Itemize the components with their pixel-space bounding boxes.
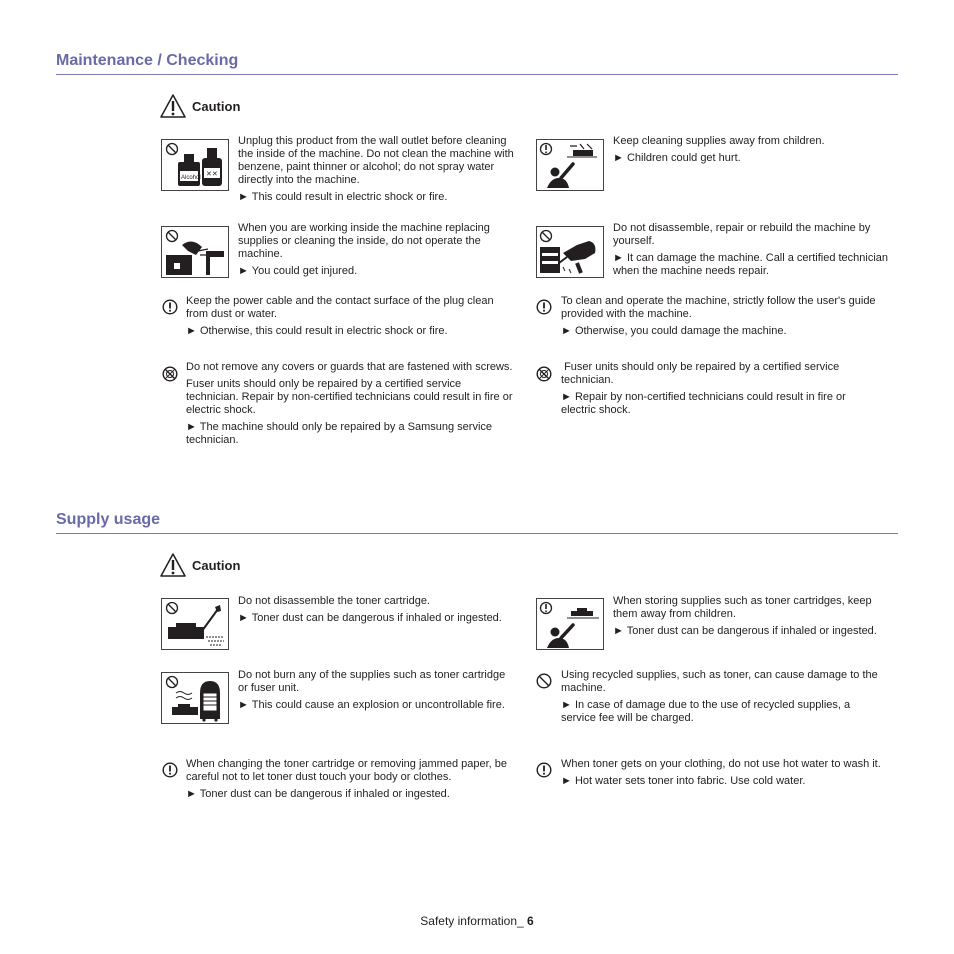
- keep-away-children-icon: [536, 139, 604, 191]
- item-result: ► Toner dust can be dangerous if inhaled or ingested.: [613, 625, 877, 637]
- section-divider: [56, 74, 898, 75]
- item-text: When you are working inside the machine replacing supplies or cleaning the inside, do not operate the machine.: [238, 222, 490, 260]
- svg-text:✕✕: ✕✕: [206, 171, 218, 178]
- item-text: Fuser units should only be repaired by a certified service technician.: [561, 361, 843, 386]
- warning-triangle-icon: [160, 94, 186, 118]
- item-result: ► Repair by non-certified technicians could result in fire or electric shock.: [561, 391, 846, 416]
- prohibited-icon: [536, 366, 552, 382]
- maintenance-item-6: [561, 295, 881, 342]
- supply-item-2: [613, 595, 893, 642]
- item-result: ► Children could get hurt.: [613, 152, 741, 164]
- maintenance-item-1: [238, 135, 514, 208]
- section-divider: [56, 533, 898, 534]
- item-text-extra: Fuser units should only be repaired by a certified service technician. Repair by non-certified technicians could result in fire or electric shock.: [186, 378, 513, 416]
- page-footer: [0, 914, 954, 928]
- item-result: ► In case of damage due to the use of recycled supplies, a service fee will be charged.: [561, 699, 851, 724]
- supply-item-4: [561, 669, 885, 729]
- exclamation-icon: [162, 762, 178, 778]
- supply-item-1: [238, 595, 514, 629]
- item-result: ► Toner dust can be dangerous if inhaled or ingested.: [238, 612, 502, 624]
- svg-text:Alcohol: Alcohol: [181, 175, 201, 181]
- item-result: ► You could get injured.: [238, 265, 358, 277]
- page-number: 6: [527, 914, 534, 928]
- supply-item-5: [186, 758, 516, 805]
- caution-heading: [160, 94, 240, 118]
- item-result: ► Toner dust can be dangerous if inhaled or ingested.: [186, 788, 450, 800]
- maintenance-item-7: [186, 361, 516, 451]
- item-result: ► This could result in electric shock or fire.: [238, 191, 448, 203]
- item-text: Do not burn any of the supplies such as toner cartridge or fuser unit.: [238, 669, 506, 694]
- item-result: ► Otherwise, this could result in electric shock or fire.: [186, 325, 448, 337]
- item-result: ► The machine should only be repaired by a Samsung service technician.: [186, 421, 493, 446]
- maintenance-item-4: [613, 222, 893, 282]
- item-text: When changing the toner cartridge or removing jammed paper, be careful not to let toner dust touch your body or clothes.: [186, 758, 508, 783]
- section-title-maintenance: Maintenance / Checking: [56, 52, 239, 69]
- item-result: ► This could cause an explosion or uncontrollable fire.: [238, 699, 505, 711]
- supply-item-6: [561, 758, 891, 792]
- prohibited-icon: [162, 366, 178, 382]
- item-text: Keep the power cable and the contact surface of the plug clean from dust or water.: [186, 295, 494, 320]
- item-text: Unplug this product from the wall outlet before cleaning the inside of the machine. Do not clean the machine with benzene, paint thinner or alcohol; do not spray water directly into the machine.: [238, 135, 514, 186]
- section-title-supply: Supply usage: [56, 511, 161, 528]
- exclamation-icon: [536, 299, 552, 315]
- maintenance-item-3: [238, 222, 514, 282]
- item-text: Using recycled supplies, such as toner, can cause damage to the machine.: [561, 669, 878, 694]
- maintenance-item-5: [186, 295, 516, 342]
- caution-heading: [160, 553, 240, 577]
- item-result: ► Otherwise, you could damage the machine.: [561, 325, 787, 337]
- no-disassemble-icon: [536, 226, 604, 278]
- no-disassemble-cartridge-icon: [161, 598, 229, 650]
- no-symbol-icon: [536, 673, 552, 689]
- item-text: When toner gets on your clothing, do not use hot water to wash it.: [561, 758, 881, 770]
- item-text: To clean and operate the machine, strictly follow the user's guide provided with the machine.: [561, 295, 876, 320]
- exclamation-icon: [536, 762, 552, 778]
- supply-item-3: [238, 669, 514, 716]
- item-text: Do not disassemble the toner cartridge.: [238, 595, 430, 607]
- keep-away-children-icon: [536, 598, 604, 650]
- caution-label: Caution: [192, 557, 241, 573]
- no-solvent-icon: [161, 139, 229, 191]
- caution-label: Caution: [192, 98, 241, 114]
- item-text: Do not disassemble, repair or rebuild the machine by yourself.: [613, 222, 871, 247]
- exclamation-icon: [162, 299, 178, 315]
- warning-triangle-icon: [160, 553, 186, 577]
- item-result: ► Hot water sets toner into fabric. Use cold water.: [561, 775, 806, 787]
- maintenance-item-8: [561, 361, 881, 421]
- item-text: Do not remove any covers or guards that are fastened with screws.: [186, 361, 513, 373]
- item-result: ► It can damage the machine. Call a certified technician when the machine needs repair.: [613, 252, 889, 277]
- maintenance-item-2: [613, 135, 893, 169]
- no-burn-icon: [161, 672, 229, 724]
- item-text: Keep cleaning supplies away from children.: [613, 135, 825, 147]
- footer-label: Safety information_: [420, 914, 528, 928]
- no-hand-inside-icon: [161, 226, 229, 278]
- item-text: When storing supplies such as toner cartridges, keep them away from children.: [613, 595, 872, 620]
